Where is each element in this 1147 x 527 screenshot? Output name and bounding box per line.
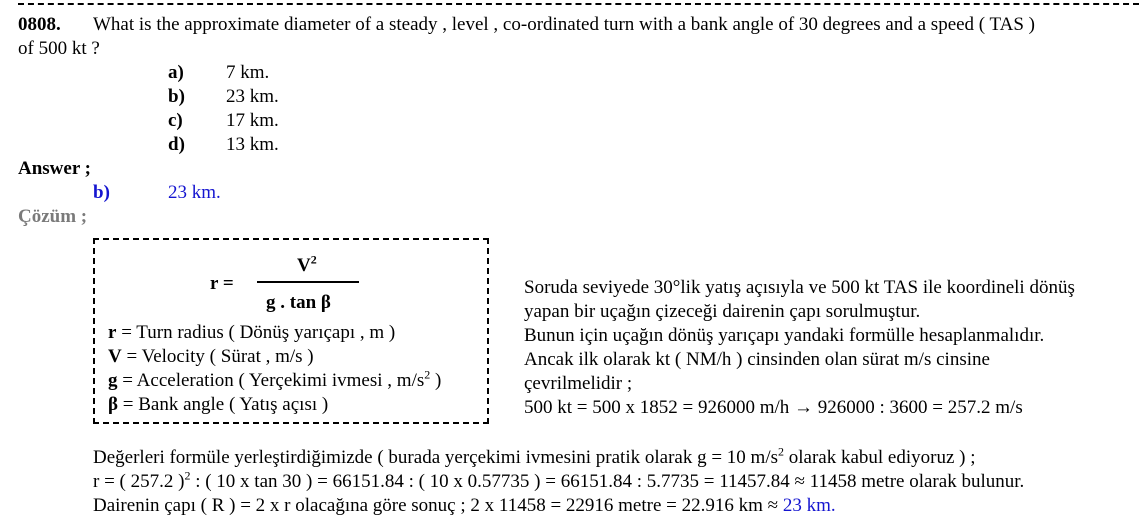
legend-r: r = Turn radius ( Dönüş yarıçapı , m ): [108, 322, 396, 343]
legend-g: g = Acceleration ( Yerçekimi ivmesi , $m/s^2$ ): [108, 367, 442, 391]
question-text-line2: of 500 kt ?: [18, 38, 100, 59]
explanation-line-4: Ancak ilk olarak kt ( NM/h ) cinsinden olan sürat m/s cinsine: [524, 349, 990, 370]
explanation-line-3: Bunun için uçağın dönüş yarıçapı yandaki formülle hesaplanmalıdır.: [524, 325, 1045, 346]
answer-value: 23 km.: [168, 182, 221, 203]
solution-label: Çözüm ;: [18, 206, 88, 227]
calc-line-2: r = ( 257.2 )$^2$ : ( 10 x tan 30 ) = 66151.84 : ( 10 x 0.57735 ) = 66151.84 : 5.7735 = 11457.84 ≈ 11458 metre olarak bulunur.: [93, 468, 1025, 492]
formula-lhs: r =: [210, 273, 234, 294]
option-a-letter: a): [168, 62, 184, 83]
explanation-line-2: yapan bir uçağın çizeceği dairenin çapı sorulmuştur.: [524, 301, 921, 322]
option-d-value: 13 km.: [226, 134, 279, 155]
fraction-bar: [257, 281, 359, 283]
top-dashed-divider: [18, 3, 1139, 5]
formula-denominator: g . tan β: [266, 292, 331, 313]
legend-v: V = Velocity ( Sürat , m/s ): [108, 346, 314, 367]
calc-line-3: Dairenin çapı ( R ) = 2 x r olacağına göre sonuç ; 2 x 11458 = 22916 metre = 22.916 km ≈ 23 km.: [93, 495, 836, 516]
option-b-value: 23 km.: [226, 86, 279, 107]
question-text-line1: What is the approximate diameter of a steady , level , co-ordinated turn with a bank angle of 30 degrees and a speed ( TAS ): [93, 14, 1035, 35]
option-c-letter: c): [168, 110, 183, 131]
option-c-value: 17 km.: [226, 110, 279, 131]
explanation-line-6: 500 kt = 500 x 1852 = 926000 m/h → 926000 : 3600 = 257.2 m/s: [524, 397, 1023, 418]
answer-label: Answer ;: [18, 158, 92, 179]
formula-numerator: $V^2$: [297, 252, 317, 276]
calc-final-answer: 23 km.: [782, 495, 836, 516]
explanation-line-5: çevrilmelidir ;: [524, 373, 633, 394]
option-b-letter: b): [168, 86, 185, 107]
option-a-value: 7 km.: [226, 62, 270, 83]
explanation-line-1: Soruda seviyede 30°lik yatış açısıyla ve 500 kt TAS ile koordineli dönüş: [524, 277, 1075, 298]
option-d-letter: d): [168, 134, 185, 155]
question-number: 0808.: [18, 14, 61, 35]
calc-line-1: Değerleri formüle yerleştirdiğimizde ( burada yerçekimi ivmesini pratik olarak g = 10 $m/s^2$ olarak kabul ediyoruz ) ;: [93, 444, 976, 468]
answer-letter: b): [93, 182, 110, 203]
legend-beta: β = Bank angle ( Yatış açısı ): [108, 394, 329, 415]
